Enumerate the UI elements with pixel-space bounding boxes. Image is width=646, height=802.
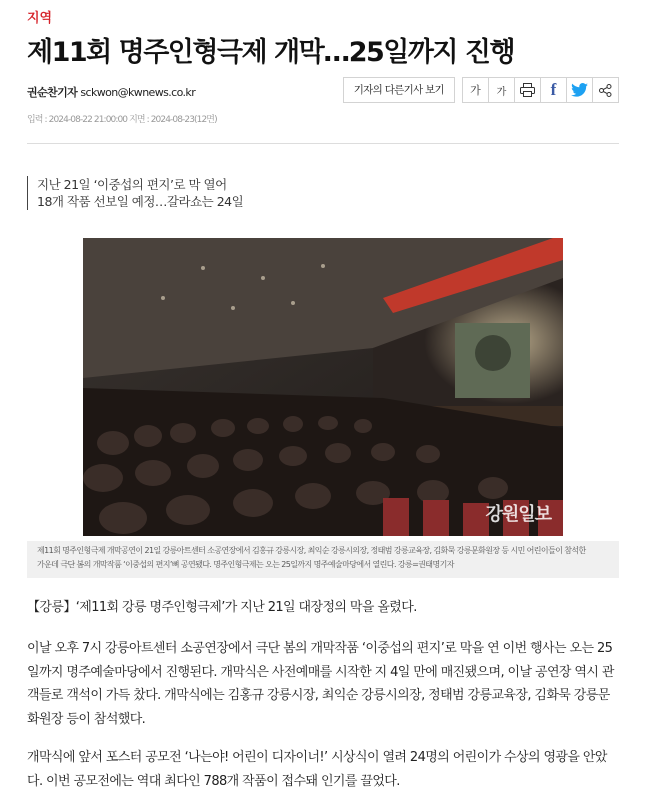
section-label[interactable]: 지역 xyxy=(27,11,53,26)
font-smaller-label: 가 xyxy=(496,86,507,98)
reporter-name[interactable]: 권순찬기자 xyxy=(27,86,78,99)
caption-line: 제11회 명주인형극제 개막공연이 21일 강릉아트센터 소공연장에서 김홍규 강릉시장, 최익순 강릉시의장, 정태범 강릉교육장, 김화묵 강릉문화원장 등 시민 어린이들이 참석한 xyxy=(37,546,586,555)
divider xyxy=(27,143,619,144)
publish-dates: 입력 : 2024-08-22 21:00:00 지면 : 2024-08-23(12면) xyxy=(27,115,217,125)
theater-photo-illustration xyxy=(83,238,563,536)
subtitle-line: 18개 작품 선보일 예정…갈라쇼는 24일 xyxy=(37,194,244,209)
caption-line: 가운데 극단 봄의 개막작품 ‘이중섭의 편지’뼈 공연됐다. 명주인형극제는 오는 25일까지 명주예술마당에서 열린다. 강릉=권태명기자 xyxy=(37,560,454,569)
reporter-email[interactable]: sckwon@kwnews.co.kr xyxy=(80,86,196,99)
byline xyxy=(27,84,195,100)
article-paragraph: 개막식에 앞서 포스터 공모전 ‘나는야! 어린이 디자이너!’ 시상식이 열려 24명의 어린이가 수상의 영광을 안았다. 이번 공모전에는 역대 최다인 788개 작품이 접수돼 인기를 끌었다. xyxy=(27,750,607,789)
share-button[interactable] xyxy=(592,77,619,103)
font-smaller-button[interactable] xyxy=(488,77,515,103)
article-toolbar xyxy=(343,77,619,103)
article-subtitle xyxy=(27,176,243,210)
font-larger-label: 가 xyxy=(470,84,481,97)
font-larger-button[interactable] xyxy=(462,77,489,103)
facebook-icon: f xyxy=(550,80,557,99)
photo-watermark: 강원일보 xyxy=(485,504,551,525)
twitter-bird-icon xyxy=(571,83,588,97)
facebook-share-button[interactable] xyxy=(540,77,567,103)
subtitle-line: 지난 21일 ‘이중섭의 편지’로 막 열어 xyxy=(37,177,227,192)
twitter-share-button[interactable] xyxy=(566,77,593,103)
article-photo xyxy=(83,238,563,536)
article-title: 제11회 명주인형극제 개막…25일까지 진행 xyxy=(27,37,515,68)
share-icon xyxy=(599,84,612,97)
more-articles-button[interactable]: 기자의 다른기사 보기 xyxy=(343,77,455,103)
article-paragraph: 이날 오후 7시 강릉아트센터 소공연장에서 극단 봄의 개막작품 ‘이중섭의 편지’로 막을 연 이번 행사는 오는 25일까지 명주예술마당에서 진행된다. 개막식은 사전예매를 시작한 지 4일 만에 매진됐으며, 이날 공연장 역시 관객들로 객석이 가득 찼다. 개막식에는 김홍규 강릉시장, 최익순 강릉시의장, 정태범 강릉교육장, 김화묵 강릉문화원장 등이 참석했다. xyxy=(27,641,614,727)
article-paragraph: 【강릉】‘제11회 강릉 명주인형극제’가 지난 21일 대장정의 막을 올렸다. xyxy=(27,600,417,615)
photo-caption xyxy=(27,541,619,578)
print-button[interactable] xyxy=(514,77,541,103)
printer-icon xyxy=(520,83,535,97)
